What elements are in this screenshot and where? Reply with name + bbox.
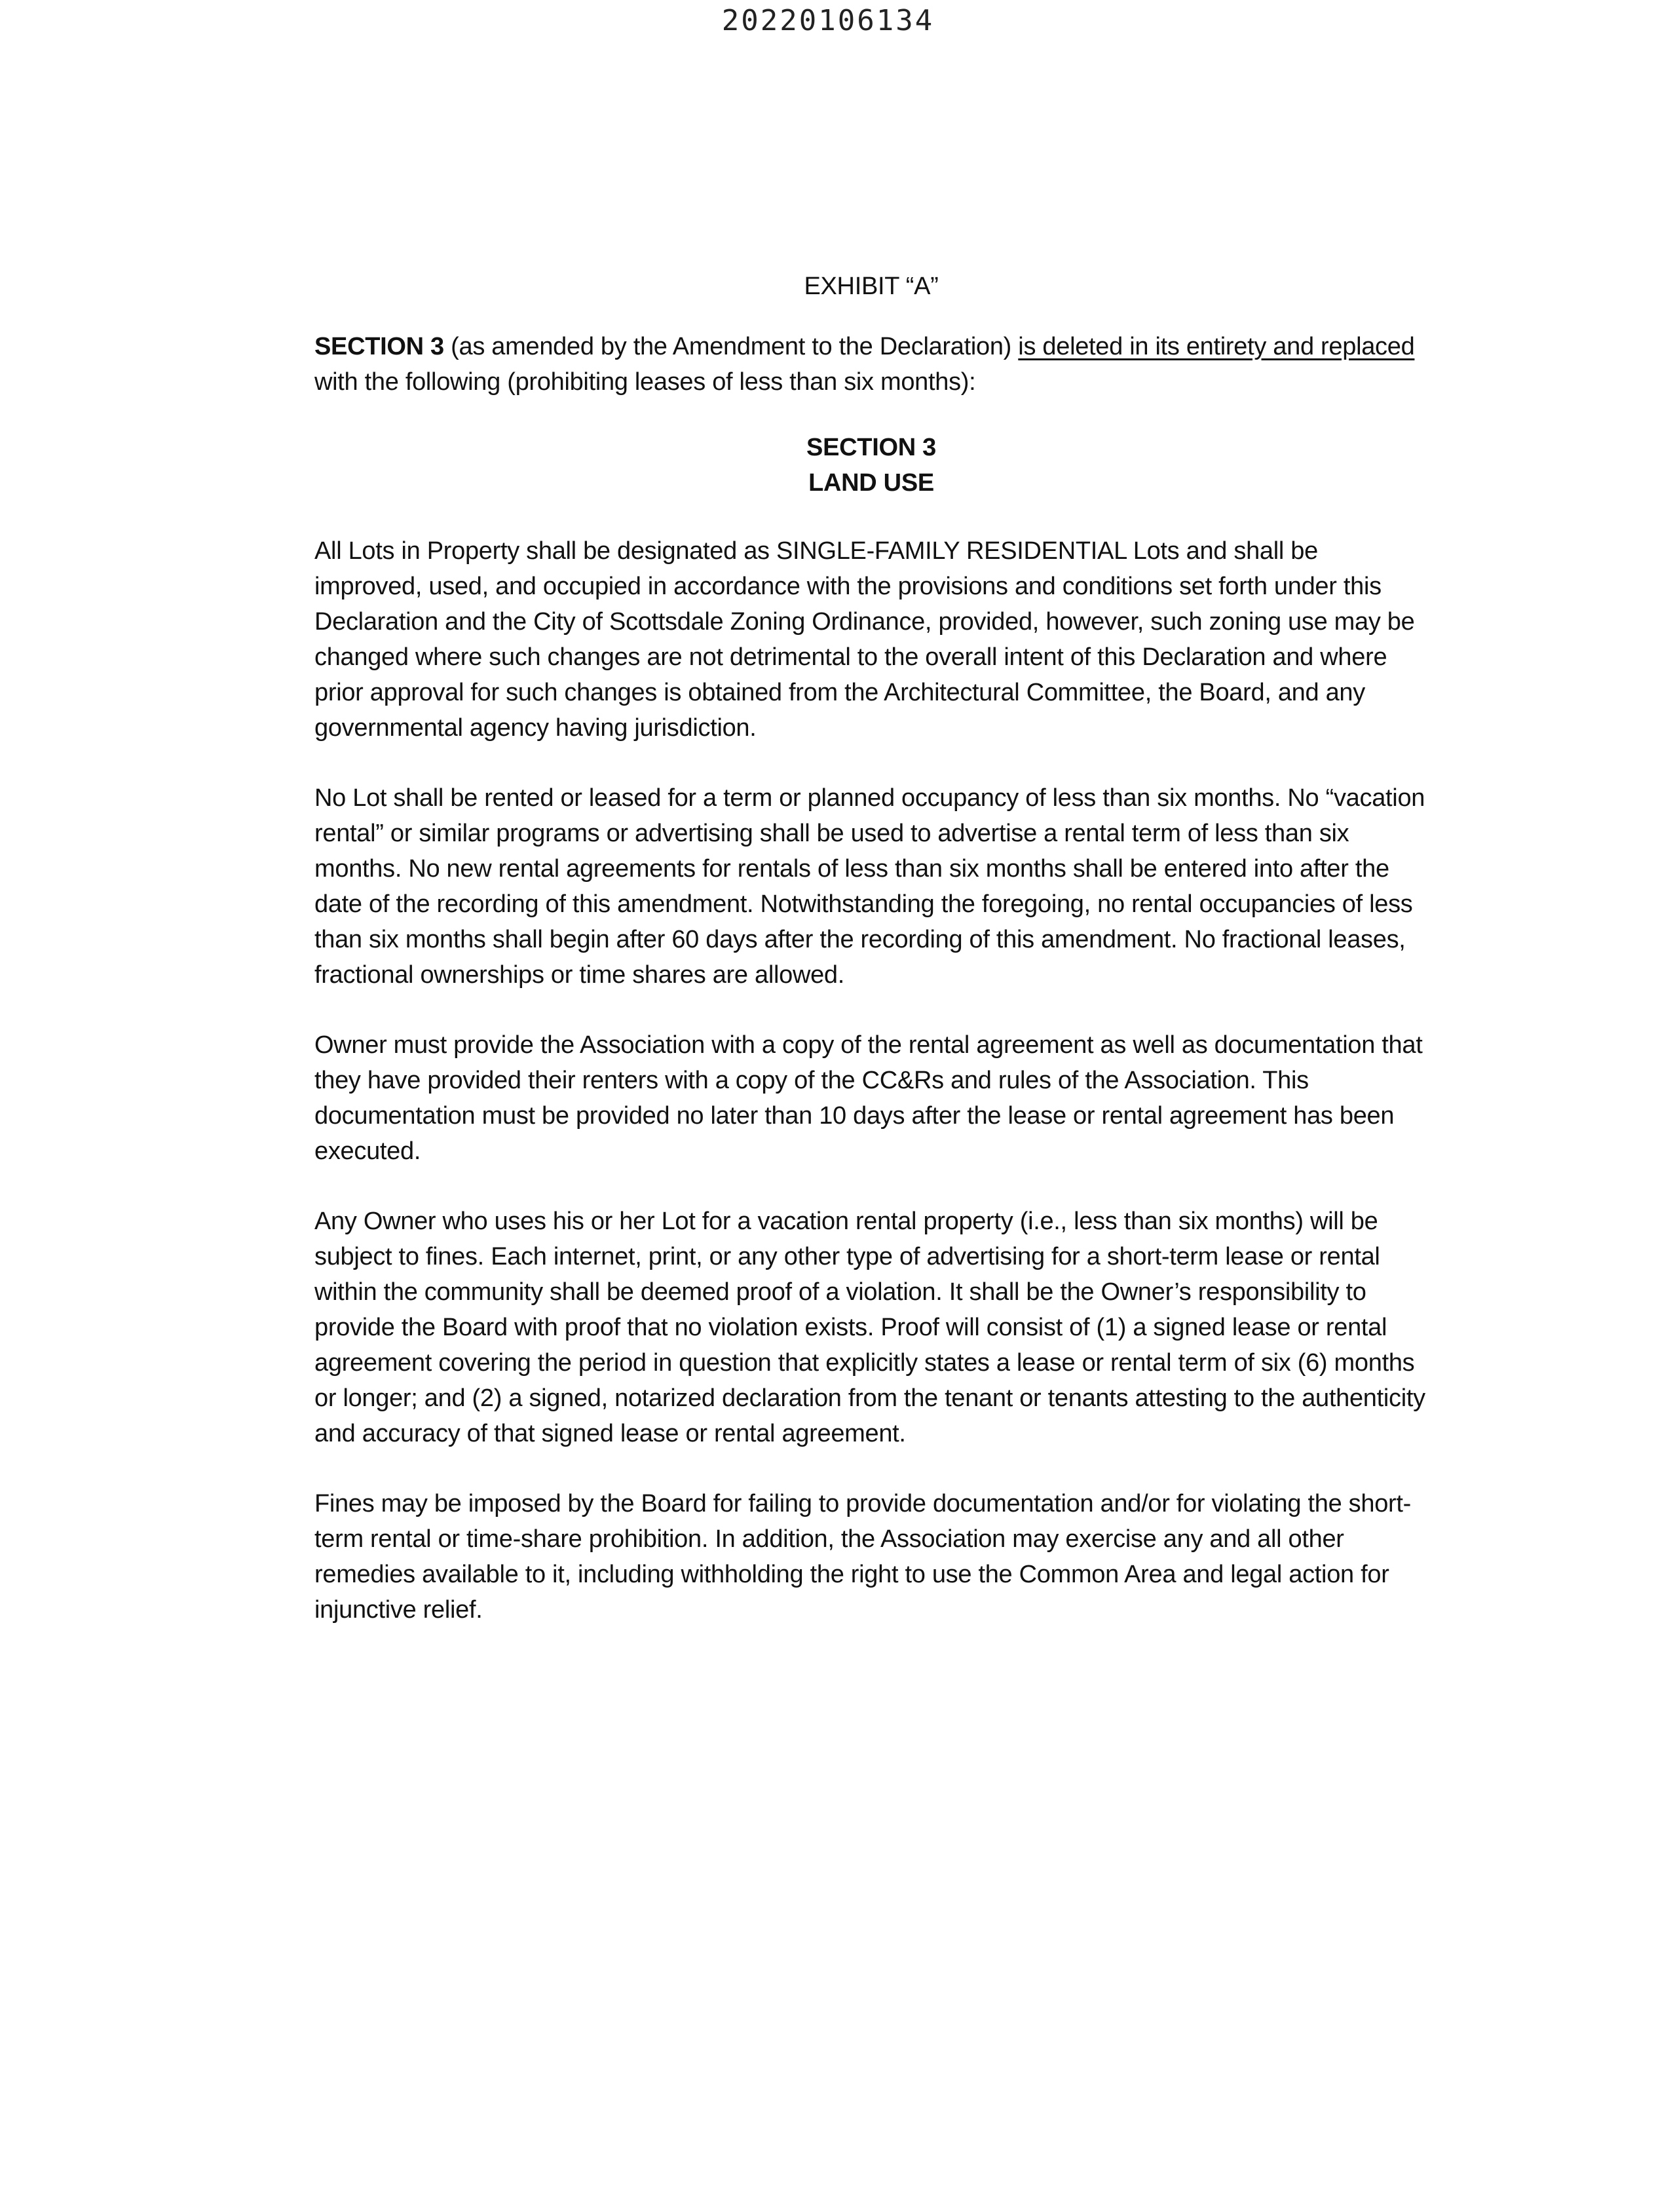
document-body: [314, 269, 1428, 1662]
intro-text-before: (as amended by the Amendment to the Declaration): [443, 333, 1019, 360]
intro-text-after: with the following (prohibiting leases of less than six months):: [314, 368, 976, 396]
paragraph-land-designation: All Lots in Property shall be designated as SINGLE-FAMILY RESIDENTIAL Lots and shall be improved, used, and occupied in accordance with the provisions and conditions set forth under this Declaration and the City of Scottsdale Zoning Ordinance, provided, however, such zoning use may be changed where such changes are not detrimental to the overall intent of this Declaration and where prior approval for such changes is obtained from the Architectural Committee, the Board, and any governmental agency having jurisdiction.: [314, 537, 1415, 742]
intro-section-label: SECTION 3: [314, 333, 444, 360]
section-heading: [314, 430, 1428, 501]
exhibit-title: EXHIBIT “A”: [804, 273, 939, 300]
recording-number: 20220106134: [721, 4, 935, 37]
section-title: LAND USE: [808, 469, 934, 497]
intro-underlined-text: is deleted in its entirety and replaced: [1018, 333, 1415, 360]
paragraph-owner-documentation: Owner must provide the Association with a copy of the rental agreement as well as documentation that they have provided their renters with a copy of the CC&Rs and rules of the Association. This documentation must be provided no later than 10 days after the lease or rental agreement has been executed.: [314, 1031, 1423, 1165]
section-number: SECTION 3: [806, 434, 936, 461]
paragraph-remedies: Fines may be imposed by the Board for failing to provide documentation and/or for violating the short-term rental or time-share prohibition. In addition, the Association may exercise any and all other remedies available to it, including withholding the right to use the Common Area and legal action for injunctive relief.: [314, 1490, 1412, 1624]
intro-paragraph: [314, 329, 1428, 400]
paragraph-vacation-rental-fines: Any Owner who uses his or her Lot for a vacation rental property (i.e., less than six months) will be subject to fines. Each internet, print, or any other type of advertising for a short-term lease or rental within the community shall be deemed proof of a violation. It shall be the Owner’s responsibility to provide the Board with proof that no violation exists. Proof will consist of (1) a signed lease or rental agreement covering the period in question that explicitly states a lease or rental term of six (6) months or longer; and (2) a signed, notarized declaration from the tenant or tenants attesting to the authenticity and accuracy of that signed lease or rental agreement.: [314, 1208, 1425, 1447]
paragraph-rental-term: No Lot shall be rented or leased for a term or planned occupancy of less than six months. No “vacation rental” or similar programs or advertising shall be used to advertise a rental term of less than six months. No new rental agreements for rentals of less than six months shall be entered into after the date of the recording of this amendment. Notwithstanding the foregoing, no rental occupancies of less than six months shall begin after 60 days after the recording of this amendment. No fractional leases, fractional ownerships or time shares are allowed.: [314, 784, 1425, 989]
